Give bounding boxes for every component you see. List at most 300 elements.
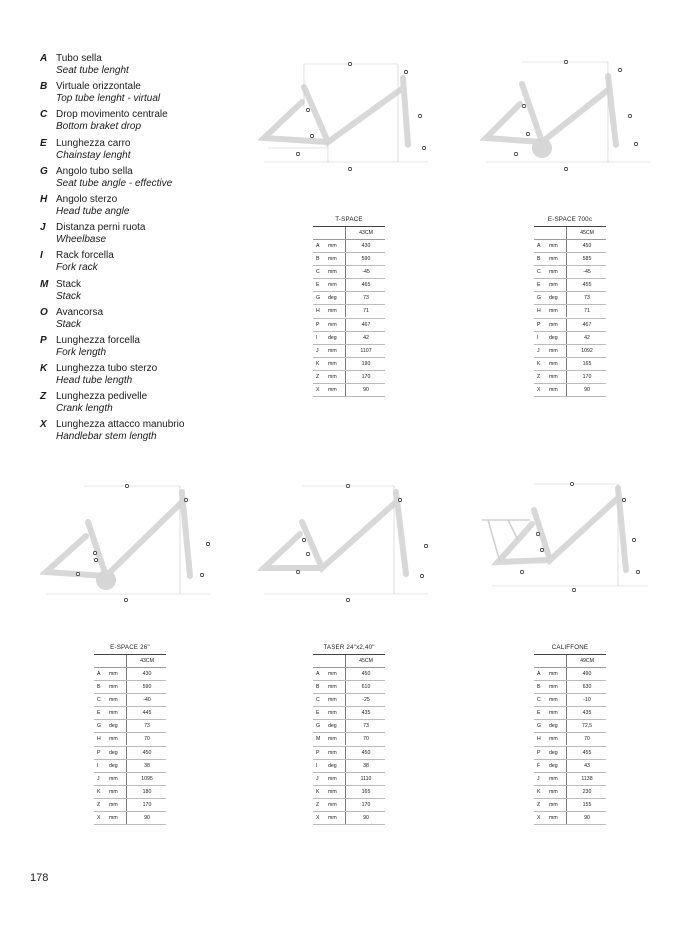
spec-table-row [313, 240, 385, 253]
spec-unit: mm [549, 321, 558, 328]
spec-table-title: E-SPACE 700c [534, 214, 606, 227]
spec-value: 1092 [566, 345, 607, 357]
legend-english-label: Head tube angle [56, 205, 130, 217]
spec-value: -45 [345, 266, 386, 278]
spec-value: 430 [126, 668, 167, 680]
legend-item [40, 306, 260, 334]
legend-english-label: Seat tube angle - effective [56, 177, 173, 189]
spec-table-header [313, 655, 385, 668]
spec-value: 90 [345, 812, 386, 824]
spec-unit: mm [549, 697, 558, 704]
spec-unit: mm [549, 387, 558, 394]
spec-unit: deg [328, 334, 337, 341]
spec-table-row [534, 668, 606, 681]
spec-letter: K [537, 788, 541, 795]
legend-item [40, 334, 260, 362]
frame-diagram-e-space-26 [40, 480, 220, 610]
spec-value: 467 [566, 319, 607, 331]
spec-letter: B [316, 684, 320, 691]
spec-table-row [313, 332, 385, 345]
spec-letter: I [537, 334, 539, 341]
spec-table-row [94, 812, 166, 825]
spec-letter: J [316, 347, 319, 354]
spec-unit: mm [328, 308, 337, 315]
spec-unit: mm [549, 256, 558, 263]
spec-table-row [313, 279, 385, 292]
spec-letter: E [316, 282, 320, 289]
frame-diagram-califfone [478, 480, 658, 610]
spec-table-title: T-SPACE [313, 214, 385, 227]
legend-item [40, 193, 260, 221]
spec-value: 73 [566, 292, 607, 304]
spec-table-row [534, 266, 606, 279]
legend-letter: J [40, 222, 46, 234]
spec-value: 180 [126, 786, 167, 798]
spec-value: 71 [345, 305, 386, 317]
spec-letter: C [537, 697, 541, 704]
spec-unit: mm [549, 269, 558, 276]
spec-unit: mm [549, 243, 558, 249]
spec-value: 1110 [345, 773, 386, 785]
spec-table-row [313, 668, 385, 681]
spec-table-row [534, 305, 606, 318]
spec-table-row [534, 292, 606, 305]
spec-letter: C [537, 269, 541, 276]
spec-unit: deg [549, 749, 558, 756]
legend-english-label: Wheelbase [56, 234, 107, 246]
spec-unit: deg [549, 762, 558, 769]
spec-unit: mm [328, 387, 337, 394]
spec-letter: B [537, 684, 541, 691]
spec-value: 90 [566, 384, 607, 396]
spec-value: 70 [345, 733, 386, 745]
legend-item [40, 221, 260, 249]
spec-value: 190 [345, 358, 386, 370]
spec-letter: I [316, 334, 318, 341]
legend-letter: B [40, 81, 48, 93]
spec-letter: A [316, 243, 320, 249]
legend-english-label: Head tube length [56, 375, 133, 387]
spec-letter: G [537, 295, 542, 302]
spec-table-row [313, 292, 385, 305]
spec-table-row [534, 773, 606, 786]
spec-letter: C [316, 269, 320, 276]
spec-value: 170 [566, 371, 607, 383]
spec-table-e-space-26 [94, 642, 166, 825]
spec-letter: G [316, 723, 321, 730]
spec-table-row [534, 733, 606, 746]
spec-value: 170 [126, 799, 167, 811]
legend-letter: E [40, 137, 47, 149]
spec-table-row [313, 760, 385, 773]
spec-value: 450 [345, 747, 386, 759]
spec-table-row [534, 747, 606, 760]
spec-table-t-space [313, 214, 385, 397]
spec-table-title: TASER 24"x2,40" [313, 642, 385, 655]
spec-letter: I [316, 762, 318, 769]
spec-value: 1095 [126, 773, 167, 785]
spec-value: 165 [345, 786, 386, 798]
spec-letter: J [316, 775, 319, 782]
spec-unit: mm [328, 360, 337, 367]
spec-value: 445 [126, 707, 167, 719]
spec-table-califfone [534, 642, 606, 825]
spec-letter: H [316, 308, 320, 315]
spec-value: 71 [566, 305, 607, 317]
spec-table-header [94, 655, 166, 668]
spec-letter: H [97, 736, 101, 743]
spec-unit: mm [549, 373, 558, 380]
spec-table-e-space-700c [534, 214, 606, 397]
spec-table-row [534, 812, 606, 825]
spec-unit: mm [549, 815, 558, 822]
spec-table-row [313, 747, 385, 760]
spec-unit: mm [549, 710, 558, 717]
spec-value: 72,5 [566, 720, 607, 732]
spec-unit: mm [109, 788, 118, 795]
legend-letter: K [40, 363, 48, 375]
spec-unit: deg [109, 749, 118, 756]
frame-diagram-e-space-700c [480, 50, 660, 180]
spec-value: 590 [126, 681, 167, 693]
spec-value: -40 [126, 694, 167, 706]
spec-unit: deg [549, 334, 558, 341]
spec-letter: X [537, 387, 541, 394]
spec-letter: K [97, 788, 101, 795]
spec-table-row [313, 720, 385, 733]
legend-letter: Z [40, 391, 47, 403]
spec-table-row [94, 720, 166, 733]
spec-value: 467 [345, 319, 386, 331]
spec-letter: I [97, 762, 99, 769]
spec-letter: Z [316, 373, 320, 380]
spec-letter: X [316, 387, 320, 394]
legend-italian-label: Lunghezza carro [56, 137, 131, 149]
spec-table-row [94, 733, 166, 746]
spec-value: 70 [566, 733, 607, 745]
spec-size-label: 49CM [566, 655, 607, 667]
legend-letter: P [40, 334, 47, 346]
spec-unit: mm [549, 736, 558, 743]
spec-unit: mm [109, 684, 118, 691]
legend-letter: M [40, 278, 49, 290]
spec-value: 455 [566, 747, 607, 759]
spec-table-row [313, 694, 385, 707]
spec-value: 38 [345, 760, 386, 772]
spec-table-row [313, 266, 385, 279]
spec-table-row [534, 720, 606, 733]
legend-italian-label: Lunghezza tubo sterzo [56, 363, 158, 375]
spec-letter: G [97, 723, 102, 730]
spec-table-row [534, 253, 606, 266]
spec-table-row [534, 345, 606, 358]
spec-letter: B [97, 684, 101, 691]
spec-value: 1107 [345, 345, 386, 357]
legend-item [40, 362, 260, 390]
spec-letter: J [537, 347, 540, 354]
spec-table-taser [313, 642, 385, 825]
spec-value: 170 [345, 799, 386, 811]
spec-unit: mm [328, 243, 337, 249]
legend-english-label: Seat tube lenght [56, 65, 129, 76]
spec-letter: X [97, 815, 101, 822]
legend-item [40, 249, 260, 277]
spec-unit: mm [328, 775, 337, 782]
spec-value: 90 [345, 384, 386, 396]
legend-italian-label: Angolo sterzo [56, 193, 118, 205]
spec-value: 490 [566, 668, 607, 680]
spec-unit: deg [109, 723, 118, 730]
spec-table-row [313, 319, 385, 332]
spec-table-row [534, 760, 606, 773]
spec-table-row [94, 786, 166, 799]
spec-value: 90 [126, 812, 167, 824]
spec-table-title: E-SPACE 26" [94, 642, 166, 655]
legend-letter: C [40, 109, 48, 121]
page-number: 178 [30, 872, 49, 884]
spec-table-row [313, 733, 385, 746]
spec-letter: F [537, 762, 541, 769]
spec-value: 590 [345, 253, 386, 265]
spec-unit: mm [328, 373, 337, 380]
spec-unit: mm [328, 801, 337, 808]
spec-letter: J [537, 775, 540, 782]
spec-table-row [534, 319, 606, 332]
spec-value: -45 [566, 266, 607, 278]
spec-value: 435 [566, 707, 607, 719]
legend-item [40, 137, 260, 165]
spec-value: 585 [566, 253, 607, 265]
spec-letter: J [97, 775, 100, 782]
spec-letter: E [316, 710, 320, 717]
spec-value: 610 [345, 681, 386, 693]
spec-unit: mm [549, 775, 558, 782]
spec-table-row [313, 253, 385, 266]
legend-letter: X [40, 419, 47, 431]
spec-letter: P [316, 749, 320, 756]
spec-table-row [313, 305, 385, 318]
spec-unit: mm [109, 710, 118, 717]
spec-table-row [534, 371, 606, 384]
spec-table-row [94, 747, 166, 760]
spec-unit: mm [109, 801, 118, 808]
spec-value: 43 [566, 760, 607, 772]
legend-italian-label: Distanza perni ruota [56, 222, 146, 234]
spec-unit: mm [328, 736, 337, 743]
spec-unit: mm [109, 775, 118, 782]
spec-unit: mm [549, 282, 558, 289]
spec-letter: P [97, 749, 101, 756]
spec-value: 450 [566, 240, 607, 252]
legend-italian-label: Virtuale orizzontale [56, 81, 141, 93]
spec-table-row [534, 681, 606, 694]
spec-value: 73 [345, 292, 386, 304]
spec-unit: mm [109, 815, 118, 822]
spec-unit: mm [328, 710, 337, 717]
spec-unit: mm [328, 256, 337, 263]
legend-item [40, 418, 260, 446]
spec-letter: H [537, 736, 541, 743]
spec-size-label: 45CM [566, 227, 607, 239]
spec-table-row [313, 786, 385, 799]
spec-table-title: CALIFFONE [534, 642, 606, 655]
spec-table-row [534, 240, 606, 253]
spec-letter: C [97, 697, 101, 704]
spec-unit: mm [109, 736, 118, 743]
spec-value: 90 [566, 812, 607, 824]
spec-table-row [313, 371, 385, 384]
legend-item [40, 165, 260, 193]
spec-unit: mm [328, 269, 337, 276]
spec-value: 430 [345, 240, 386, 252]
spec-value: 42 [345, 332, 386, 344]
legend-italian-label: Lunghezza forcella [56, 334, 140, 346]
legend-item [40, 278, 260, 306]
legend-italian-label: Avancorsa [56, 306, 104, 318]
spec-letter: E [97, 710, 101, 717]
legend-letter: A [40, 53, 48, 64]
spec-unit: deg [328, 762, 337, 769]
spec-letter: E [537, 710, 541, 717]
spec-letter: H [537, 308, 541, 315]
spec-value: 170 [345, 371, 386, 383]
spec-value: 455 [566, 279, 607, 291]
spec-unit: mm [328, 671, 337, 677]
spec-unit: mm [549, 684, 558, 691]
legend-english-label: Handlebar stem length [56, 431, 157, 443]
legend-italian-label: Stack [56, 278, 82, 290]
legend-italian-label: Tubo sella [56, 53, 102, 64]
legend-italian-label: Rack forcella [56, 250, 114, 262]
legend-english-label: Fork length [56, 346, 107, 358]
spec-table-row [313, 384, 385, 397]
spec-table-row [534, 786, 606, 799]
spec-table-row [94, 760, 166, 773]
spec-unit: mm [549, 671, 558, 677]
spec-table-row [313, 812, 385, 825]
spec-table-row [313, 799, 385, 812]
spec-table-row [313, 358, 385, 371]
spec-letter: A [316, 671, 320, 677]
spec-value: 70 [126, 733, 167, 745]
spec-table-row [94, 681, 166, 694]
spec-size-label: 45CM [345, 655, 386, 667]
legend-english-label: Fork rack [56, 262, 98, 274]
spec-unit: deg [328, 723, 337, 730]
spec-letter: E [537, 282, 541, 289]
spec-value: 435 [345, 707, 386, 719]
legend-letter: O [40, 306, 48, 318]
legend-english-label: Stack [56, 318, 82, 330]
legend-english-label: Top tube lenght - virtual [56, 93, 161, 105]
spec-letter: X [316, 815, 320, 822]
spec-letter: P [537, 321, 541, 328]
legend-letter: I [40, 250, 43, 262]
spec-value: 450 [345, 668, 386, 680]
spec-value: 230 [566, 786, 607, 798]
spec-table-row [534, 279, 606, 292]
spec-value: 450 [126, 747, 167, 759]
spec-letter: A [537, 243, 541, 249]
spec-value: 1138 [566, 773, 607, 785]
spec-letter: P [316, 321, 320, 328]
legend-english-label: Crank length [56, 403, 113, 415]
spec-value: 155 [566, 799, 607, 811]
spec-table-header [534, 227, 606, 240]
legend-item [40, 52, 260, 80]
spec-unit: mm [549, 360, 558, 367]
spec-unit: deg [549, 723, 558, 730]
spec-unit: deg [109, 762, 118, 769]
legend-letter: H [40, 193, 48, 205]
spec-table-row [313, 681, 385, 694]
spec-unit: mm [109, 671, 118, 677]
legend-english-label: Chainstay lenght [56, 149, 131, 161]
legend-english-label: Stack [56, 290, 82, 302]
legend-english-label: Bottom braket drop [56, 121, 142, 133]
spec-unit: mm [109, 697, 118, 704]
spec-table-row [313, 773, 385, 786]
legend-italian-label: Angolo tubo sella [56, 165, 133, 177]
spec-table-row [313, 707, 385, 720]
frame-diagram-t-space [258, 50, 438, 180]
spec-letter: C [316, 697, 320, 704]
legend-item [40, 390, 260, 418]
spec-value: 165 [566, 358, 607, 370]
spec-table-row [94, 694, 166, 707]
spec-letter: G [537, 723, 542, 730]
spec-size-label: 43CM [126, 655, 167, 667]
spec-value: 42 [566, 332, 607, 344]
spec-unit: mm [328, 321, 337, 328]
spec-unit: mm [549, 308, 558, 315]
spec-letter: B [537, 256, 541, 263]
spec-table-row [94, 707, 166, 720]
spec-table-row [534, 799, 606, 812]
spec-table-row [313, 345, 385, 358]
spec-value: 630 [566, 681, 607, 693]
spec-letter: Z [537, 801, 541, 808]
spec-letter: X [537, 815, 541, 822]
legend-italian-label: Lunghezza pedivelle [56, 391, 148, 403]
spec-letter: A [537, 671, 541, 677]
spec-letter: Z [316, 801, 320, 808]
spec-unit: mm [328, 347, 337, 354]
spec-unit: mm [549, 347, 558, 354]
spec-table-row [534, 358, 606, 371]
spec-unit: mm [328, 749, 337, 756]
spec-unit: mm [328, 282, 337, 289]
spec-value: 73 [126, 720, 167, 732]
legend-letter: G [40, 165, 48, 177]
spec-unit: mm [328, 788, 337, 795]
spec-value: 38 [126, 760, 167, 772]
spec-letter: K [316, 360, 320, 367]
legend-italian-label: Lunghezza attacco manubrio [56, 419, 185, 431]
spec-letter: M [316, 736, 321, 743]
spec-unit: mm [328, 815, 337, 822]
spec-unit: mm [328, 684, 337, 691]
spec-value: 73 [345, 720, 386, 732]
spec-size-label: 43CM [345, 227, 386, 239]
spec-letter: Z [537, 373, 541, 380]
legend-italian-label: Drop movimento centrale [56, 109, 168, 121]
spec-table-row [94, 668, 166, 681]
spec-value: -25 [345, 694, 386, 706]
legend-item [40, 80, 260, 108]
spec-letter: A [97, 671, 101, 677]
geometry-legend [40, 52, 260, 447]
